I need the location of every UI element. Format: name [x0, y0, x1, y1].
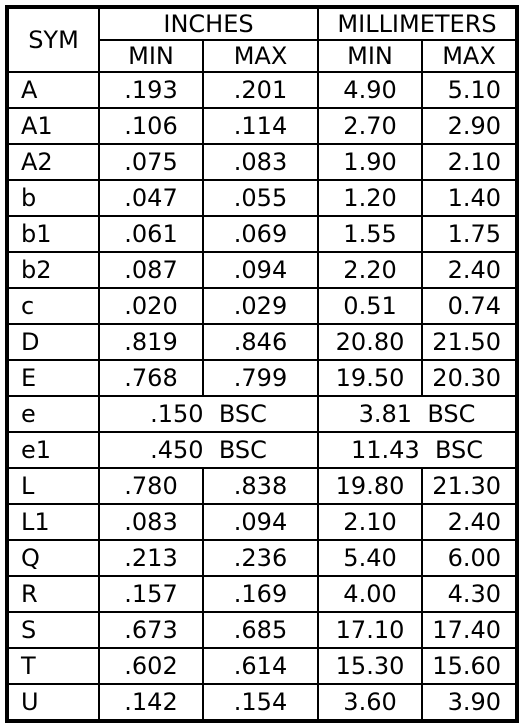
- inches-header: INCHES: [99, 7, 318, 40]
- mm-max-cell: 1.40: [422, 180, 517, 216]
- table-row: [7, 252, 517, 288]
- inches-max-cell: .083: [203, 144, 318, 180]
- mm-max-cell: 3.90: [422, 684, 517, 721]
- sym-cell: e: [7, 396, 99, 432]
- sym-cell: A: [7, 72, 99, 108]
- sym-cell: L: [7, 468, 99, 504]
- header-row-units: [7, 7, 517, 40]
- sym-header: SYM: [7, 7, 99, 72]
- inches-max-header: MAX: [203, 40, 318, 72]
- inches-max-cell: .685: [203, 612, 318, 648]
- sym-cell: A1: [7, 108, 99, 144]
- mm-min-cell: 2.70: [318, 108, 422, 144]
- inches-max-cell: .069: [203, 216, 318, 252]
- table-row: [7, 684, 517, 721]
- inches-bsc-cell: [99, 432, 318, 468]
- inches-max-cell: .114: [203, 108, 318, 144]
- mm-max-cell: 2.90: [422, 108, 517, 144]
- mm-max-cell: 2.40: [422, 252, 517, 288]
- mm-min-cell: 20.80: [318, 324, 422, 360]
- sym-cell: A2: [7, 144, 99, 180]
- mm-max-cell: 5.10: [422, 72, 517, 108]
- mm-max-cell: 21.30: [422, 468, 517, 504]
- mm-min-cell: 0.51: [318, 288, 422, 324]
- inches-bsc-label: BSC: [218, 436, 267, 464]
- inches-max-cell: .169: [203, 576, 318, 612]
- mm-min-cell: 2.10: [318, 504, 422, 540]
- mm-min-cell: 4.00: [318, 576, 422, 612]
- mm-max-cell: 2.40: [422, 504, 517, 540]
- inches-bsc-value: .150: [150, 400, 204, 428]
- mm-min-cell: 19.50: [318, 360, 422, 396]
- mm-max-cell: 2.10: [422, 144, 517, 180]
- mm-max-cell: 20.30: [422, 360, 517, 396]
- mm-min-cell: 1.20: [318, 180, 422, 216]
- sym-cell: T: [7, 648, 99, 684]
- inches-max-cell: .055: [203, 180, 318, 216]
- table-row: [7, 576, 517, 612]
- table-row: [7, 468, 517, 504]
- mm-min-cell: 4.90: [318, 72, 422, 108]
- inches-min-header: MIN: [99, 40, 203, 72]
- inches-max-cell: .201: [203, 72, 318, 108]
- inches-bsc-label: BSC: [218, 400, 267, 428]
- inches-max-cell: .799: [203, 360, 318, 396]
- sym-cell: e1: [7, 432, 99, 468]
- mm-max-cell: 17.40: [422, 612, 517, 648]
- inches-min-cell: .780: [99, 468, 203, 504]
- inches-min-cell: .087: [99, 252, 203, 288]
- mm-max-cell: 6.00: [422, 540, 517, 576]
- table-row: [7, 216, 517, 252]
- sym-cell: b2: [7, 252, 99, 288]
- inches-min-cell: .602: [99, 648, 203, 684]
- table-row-bsc: [7, 432, 517, 468]
- mm-bsc-cell: [318, 396, 517, 432]
- sym-cell: E: [7, 360, 99, 396]
- sym-cell: S: [7, 612, 99, 648]
- inches-min-cell: .106: [99, 108, 203, 144]
- inches-max-cell: .094: [203, 504, 318, 540]
- inches-max-cell: .154: [203, 684, 318, 721]
- mm-min-cell: 1.55: [318, 216, 422, 252]
- table-row-bsc: [7, 396, 517, 432]
- inches-min-cell: .157: [99, 576, 203, 612]
- inches-min-cell: .020: [99, 288, 203, 324]
- inches-bsc-cell: [99, 396, 318, 432]
- inches-min-cell: .673: [99, 612, 203, 648]
- inches-min-cell: .213: [99, 540, 203, 576]
- table-row: [7, 108, 517, 144]
- mm-min-cell: 15.30: [318, 648, 422, 684]
- mm-max-header: MAX: [422, 40, 517, 72]
- table-row: [7, 72, 517, 108]
- table-row: [7, 180, 517, 216]
- sym-cell: c: [7, 288, 99, 324]
- table-row: [7, 288, 517, 324]
- table-row: [7, 612, 517, 648]
- mm-bsc-label: BSC: [427, 400, 476, 428]
- table-row: [7, 360, 517, 396]
- inches-min-cell: .047: [99, 180, 203, 216]
- mm-min-cell: 5.40: [318, 540, 422, 576]
- millimeters-header: MILLIMETERS: [318, 7, 517, 40]
- sym-cell: D: [7, 324, 99, 360]
- inches-min-cell: .819: [99, 324, 203, 360]
- inches-max-cell: .838: [203, 468, 318, 504]
- mm-max-cell: 0.74: [422, 288, 517, 324]
- mm-bsc-cell: [318, 432, 517, 468]
- sym-cell: Q: [7, 540, 99, 576]
- table-row: [7, 324, 517, 360]
- inches-min-cell: .193: [99, 72, 203, 108]
- sym-cell: U: [7, 684, 99, 721]
- inches-bsc-value: .450: [150, 436, 204, 464]
- table-row: [7, 144, 517, 180]
- mm-max-cell: 4.30: [422, 576, 517, 612]
- mm-min-cell: 17.10: [318, 612, 422, 648]
- mm-max-cell: 21.50: [422, 324, 517, 360]
- mm-max-cell: 15.60: [422, 648, 517, 684]
- sym-cell: R: [7, 576, 99, 612]
- mm-bsc-value: 11.43: [351, 436, 420, 464]
- inches-min-cell: .142: [99, 684, 203, 721]
- mm-bsc-label: BSC: [434, 436, 484, 464]
- dimension-table: [5, 5, 519, 723]
- inches-max-cell: .614: [203, 648, 318, 684]
- mm-max-cell: 1.75: [422, 216, 517, 252]
- sym-cell: L1: [7, 504, 99, 540]
- inches-max-cell: .236: [203, 540, 318, 576]
- inches-min-cell: .061: [99, 216, 203, 252]
- inches-max-cell: .094: [203, 252, 318, 288]
- inches-max-cell: .029: [203, 288, 318, 324]
- mm-min-cell: 19.80: [318, 468, 422, 504]
- table-row: [7, 504, 517, 540]
- inches-min-cell: .083: [99, 504, 203, 540]
- mm-min-cell: 2.20: [318, 252, 422, 288]
- sym-cell: b1: [7, 216, 99, 252]
- inches-min-cell: .075: [99, 144, 203, 180]
- sym-cell: b: [7, 180, 99, 216]
- mm-bsc-value: 3.81: [358, 400, 413, 428]
- table-row: [7, 648, 517, 684]
- inches-min-cell: .768: [99, 360, 203, 396]
- table-row: [7, 540, 517, 576]
- inches-max-cell: .846: [203, 324, 318, 360]
- mm-min-cell: 3.60: [318, 684, 422, 721]
- mm-min-cell: 1.90: [318, 144, 422, 180]
- mm-min-header: MIN: [318, 40, 422, 72]
